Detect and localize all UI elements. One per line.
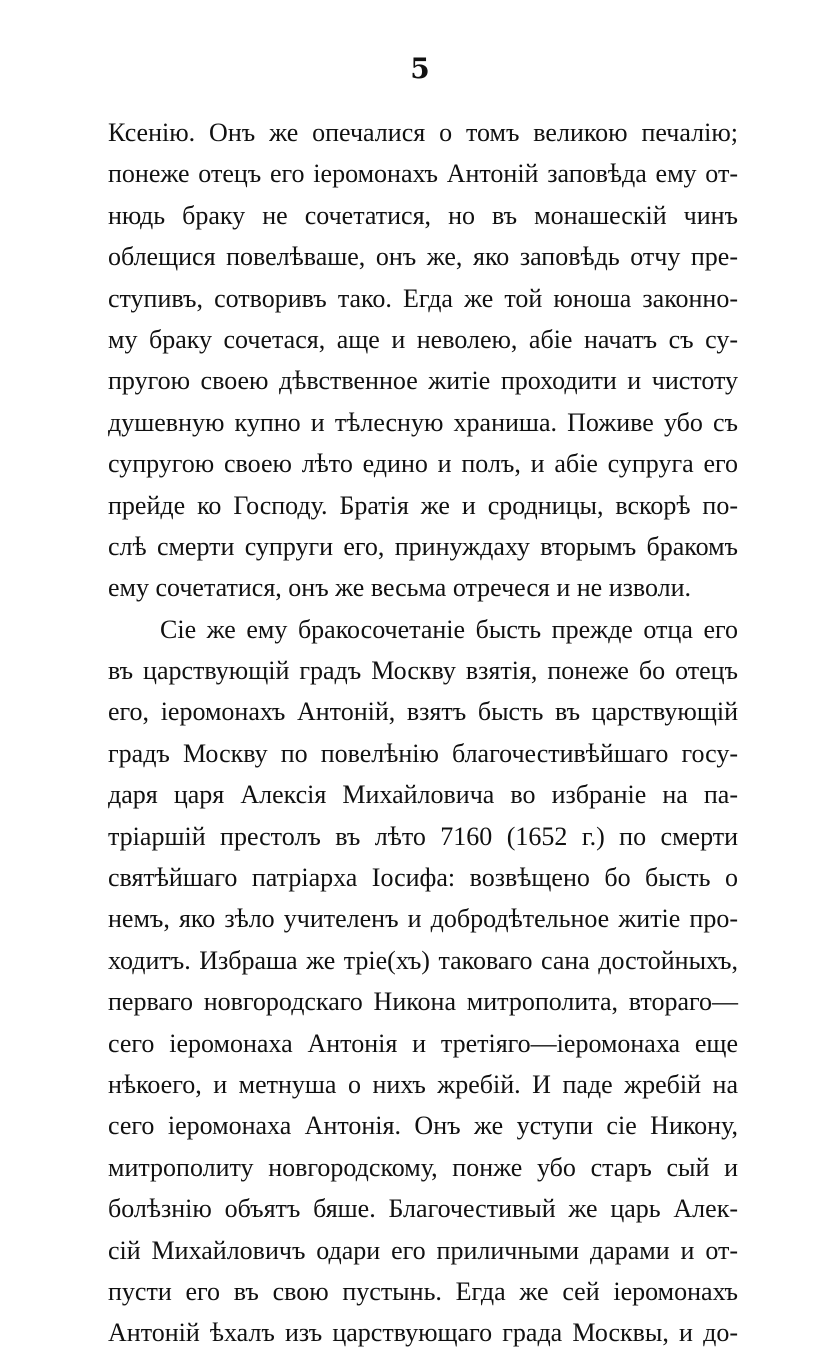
- text-line: пусти его въ свою пустынь. Егда же сей іеромонахъ: [108, 1276, 738, 1306]
- text-line: немъ, яко зѣло учителенъ и добродѣтельное житіе про-: [108, 904, 738, 934]
- text-line: му браку сочетася, аще и неволею, абіе начатъ съ су-: [108, 324, 738, 354]
- text-line: облещися повелѣваше, онъ же, яко заповѣдь отчу пре-: [108, 242, 738, 272]
- text-line: сего іеромонаха Антонія и третіяго—іеромонаха еще: [108, 1028, 738, 1058]
- text-line: понеже отецъ его іеромонахъ Антоній заповѣда ему от-: [108, 159, 738, 189]
- text-line: даря царя Алексія Михайловича во избраніе на па-: [108, 780, 738, 810]
- text-line: пругою своею дѣвственное житіе проходити и чистоту: [108, 366, 738, 396]
- text-line: болѣзнію объятъ бяше. Благочестивый же царь Алек-: [108, 1194, 738, 1224]
- text-line: градъ Москву по повелѣнію благочестивѣйшаго госу-: [108, 738, 738, 768]
- text-line: ступивъ, сотворивъ тако. Егда же той юноша законно-: [108, 283, 738, 313]
- paragraph-start-line: Сіе же ему бракосочетаніе бысть прежде отца его: [160, 614, 738, 644]
- text-line: слѣ смерти супруги его, принуждаху вторымъ бракомъ: [108, 531, 738, 561]
- body-text: [108, 112, 738, 1354]
- text-line: ходитъ. Избраша же тріе(хъ) таковаго сана достойныхъ,: [108, 945, 738, 975]
- text-line: въ царствующій градъ Москву взятія, понеже бо отецъ: [108, 656, 738, 686]
- text-line: его, іеромонахъ Антоній, взятъ бысть въ царствующій: [108, 697, 738, 727]
- text-line: сій Михайловичъ одари его приличными дарами и от-: [108, 1235, 738, 1265]
- text-line: тріаршій престолъ въ лѣто 7160 (1652 г.) по смерти: [108, 821, 738, 851]
- text-line: Антоній ѣхалъ изъ царствующаго града Москвы, и до-: [108, 1318, 738, 1348]
- text-line: митрополиту новгородскому, понже убо старъ сый и: [108, 1152, 738, 1182]
- text-line: душевную купно и тѣлесную храниша. Поживе убо съ: [108, 407, 738, 437]
- text-line: нюдь браку не сочетатися, но въ монашескій чинъ: [108, 200, 738, 230]
- text-line: прейде ко Господу. Братія же и сродницы, вскорѣ по-: [108, 490, 738, 520]
- text-line: сего іеромонаха Антонія. Онъ же уступи сіе Никону,: [108, 1111, 738, 1141]
- text-line: ему сочетатися, онъ же весьма отречеся и не изволи.: [108, 573, 692, 603]
- text-line: перваго новгородскаго Никона митрополита, втораго—: [108, 987, 738, 1017]
- text-line: супругою своею лѣто едино и полъ, и абіе супруга его: [108, 449, 738, 479]
- page-number: 5: [410, 52, 430, 85]
- text-line: Ксенію. Онъ же опечалися о томъ великою печалію;: [108, 118, 738, 147]
- text-line: нѣкоего, и метнуша о нихъ жребій. И паде жребій на: [108, 1069, 738, 1099]
- text-line: святѣйшаго патріарха Іосифа: возвѣщено бо бысть о: [108, 863, 738, 893]
